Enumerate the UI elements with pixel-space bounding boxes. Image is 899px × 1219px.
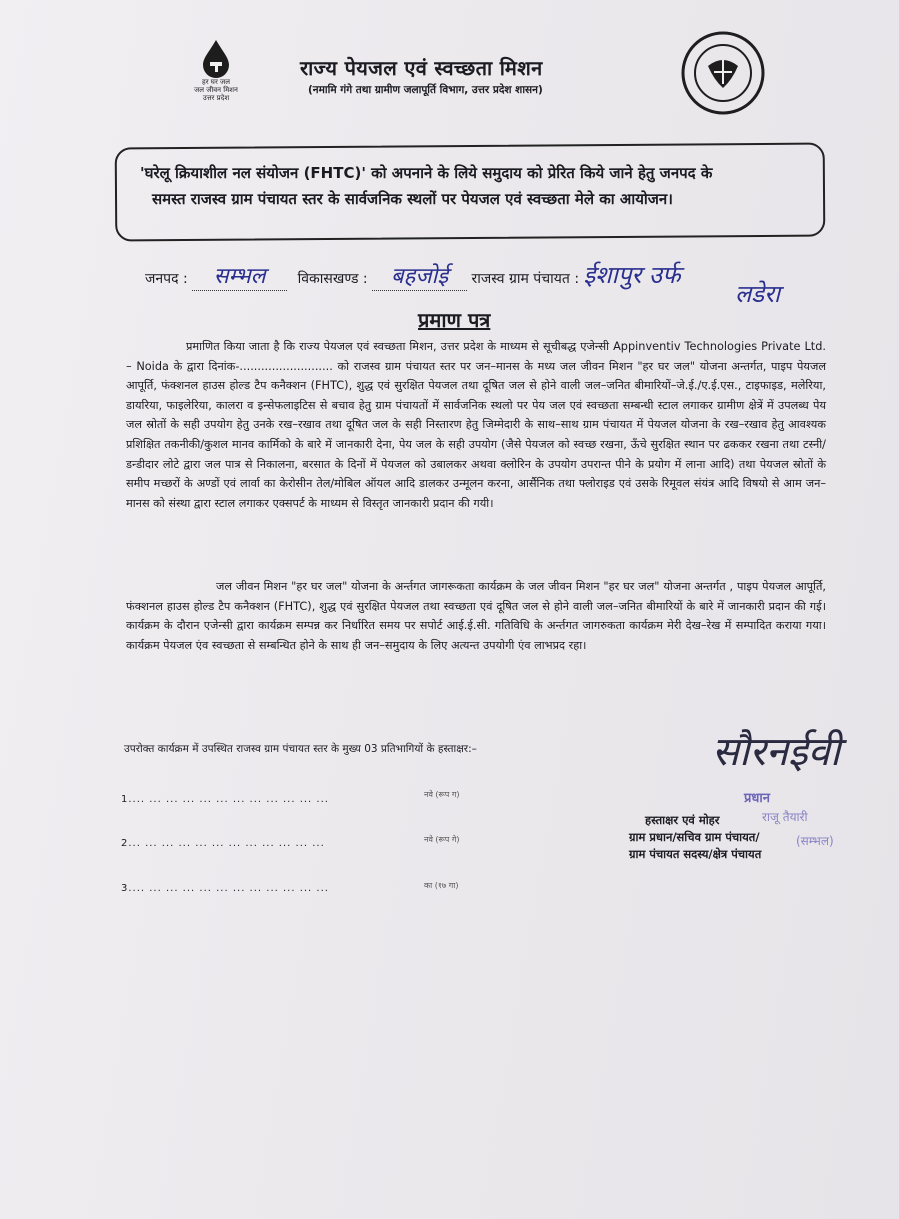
page-subtitle: (नमामि गंगे तथा ग्रामीण जलापूर्ति विभाग, उत्तर प्रदेश शासन) (308, 84, 543, 96)
event-title-text (140, 160, 812, 212)
logo-caption-2: जल जीवन मिशन (194, 86, 238, 94)
signature-block-line-2: ग्राम प्रधान/सचिव ग्राम पंचायत/ (629, 830, 760, 844)
pradhan-handwritten-signature: सौरनईवी (712, 729, 841, 775)
logo-caption-3: उत्तर प्रदेश (202, 94, 230, 102)
participants-signature-intro: उपरोक्त कार्यक्रम में उपस्थित राजस्व ग्राम पंचायत स्तर के मुख्य 03 प्रतिभागियों के हस्ताक्षर:– (124, 743, 477, 755)
event-title-line-2: समस्त राजस्व ग्राम पंचायत स्तर के सार्वजनिक स्थलों पर पेयजल एवं स्वच्छता मेले का आयोजन। (152, 190, 673, 208)
location-fields (145, 258, 681, 291)
panchayat-value-2: लडेरा (735, 280, 781, 308)
participant-mark-2: नवे (रूप गे) (424, 835, 460, 844)
pradhan-stamp-place: (सम्भल) (796, 834, 834, 848)
pradhan-stamp-title: प्रधान (744, 791, 770, 806)
signature-block-line-3: ग्राम पंचायत सदस्य/क्षेत्र पंचायत (629, 847, 762, 861)
pradhan-stamp-name: राजू तैयारी (762, 810, 808, 824)
participant-signature-line-2: 2... ... ... ... ... ... ... ... ... ... ... ... (121, 838, 325, 849)
participant-mark-1: नवे (रूप ग) (424, 790, 460, 799)
signature-block-line-1: हस्ताक्षर एवं मोहर (645, 813, 720, 827)
certificate-paragraph-1: प्रमाणित किया जाता है कि राज्य पेयजल एवं स्वच्छता मिशन, उत्तर प्रदेश के माध्यम से सूचीबद्ध एजेन्सी Appinventiv Technologies Private Ltd. – Noida के द्वारा दिनांक-.......................... को राजस्व ग्राम पंचायत स्तर पर जन–मानस के मध्य जल जीवन मिशन "हर घर जल" योजना अन्तर्गत, पाइप पेयजल आपूर्ति, फंक्शनल हाउस होल्ड टैप कनैक्शन (FHTC), शुद्ध एवं सुरक्षित पेयजल तथा दूषित जल से होने वाली जल–जनित बीमारियों–जे.ई./ए.ई.एस., टाइफाइड, मलेरिया, डायरिया, फाइलेरिया, कालरा व इन्सेफलाइटिस से बचाव हेतु ग्राम पंचायतों में सार्वजनिक स्थलो पर पेय जल एवं स्वच्छता सम्बन्धी स्टाल लगाकर ग्रामीण क्षेत्रें में उपलब्ध पेय जल स्रोतों के सही उपयोग हेतु उनके रख–रखाव तथा दूषित जल के सही निस्तारण हेतु जिम्मेदारी के साथ–साथ ग्राम पंचायत में पेयजल योजना के रख–रखाव हेतु आवश्यक प्रशिक्षित तकनीकी/कुशल मानव कार्मिको के बारे में जानकारी देना, पेय जल के सही उपयोग (जैसे पेयजल को स्वच्छ रखना, ऊँचे सुरक्षित स्थान पर ढककर रखना तथा टस्नी/डन्डीदार लोटे द्वारा जल पात्र से निकालना, बरसात के दिनों में पेयजल को उबालकर अथवा क्लोरिन के उपयोग उपरान्त पीने के प्रयोग में लाना आदि) तथा पेयजल स्रोतों के समीप मच्छरों के अण्डों एवं लार्वा का केरोसीन तेल/मोबिल ऑयल आदि डालकर उन्मूलन करना, आर्सैनिक तथा फ्लोराइड एवं उसके रिमूवल संयंत्र आदि विषयो से आम जन–मानस को संस्था द्वारा स्टाल लगाकर एक्सपर्ट के माध्यम से विस्तृत जानकारी प्रदान की गयी। (126, 340, 826, 510)
participant-signature-line-3: 3.... ... ... ... ... ... ... ... ... ... ... ... (121, 883, 329, 894)
vikas-value: बहजोई (372, 260, 467, 291)
participant-mark-3: का (१७ गा) (424, 881, 459, 890)
page-title: राज्य पेयजल एवं स्वच्छता मिशन (300, 56, 543, 80)
water-drop-icon (199, 38, 233, 78)
har-ghar-jal-logo (186, 38, 246, 102)
vikas-label: विकासखण्ड : (297, 271, 368, 287)
janpad-label: जनपद : (145, 271, 188, 287)
logo-caption-1: हर घर जल (202, 78, 230, 86)
participant-signature-line-1: 1.... ... ... ... ... ... ... ... ... ... ... ... (121, 794, 329, 805)
certificate-heading: प्रमाण पत्र (418, 308, 491, 332)
panchayat-label: राजस्व ग्राम पंचायत : (471, 271, 580, 287)
up-government-seal (680, 30, 766, 116)
pradhan-signature-block (629, 812, 761, 863)
janpad-value: सम्भल (192, 260, 287, 291)
panchayat-value-1: ईशापुर उर्फ (583, 261, 681, 289)
event-title-line-1: 'घरेलू क्रियाशील नल संयोजन (FHTC)' को अपनाने के लिये समुदाय को प्रेरित किये जाने हेतु जनपद के (140, 164, 713, 182)
certificate-paragraph-2: जल जीवन मिशन "हर घर जल" योजना के अर्न्तगत जागरूकता कार्यक्रम के जल जीवन मिशन "हर घर जल" योजना अन्तर्गत , पाइप पेयजल आपूर्ति, फंक्शनल हाउस होल्ड टैप कनैक्शन (FHTC), शुद्ध एवं सुरक्षित पेयजल तथा स्वच्छता एवं दूषित जल से होने वाली जल–जनित बीमारियों के बारे में जानकारी प्रदान की गई। कार्यक्रम के दौरान एजेन्सी द्वारा कार्यक्रम सम्पन्न कर निर्धारित समय पर सपोर्ट आई.ई.सी. गतिविधि के अर्न्तगत जागरुकता कार्यक्रम मेरी देख–रेख में सम्पादित कराया गया। कार्यक्रम पेयजल एंव स्वच्छता से सम्बन्धित होने के साथ ही जन–समुदाय के लिए अत्यन्त उपयोगी एंव लाभप्रद रहा। (126, 580, 826, 652)
